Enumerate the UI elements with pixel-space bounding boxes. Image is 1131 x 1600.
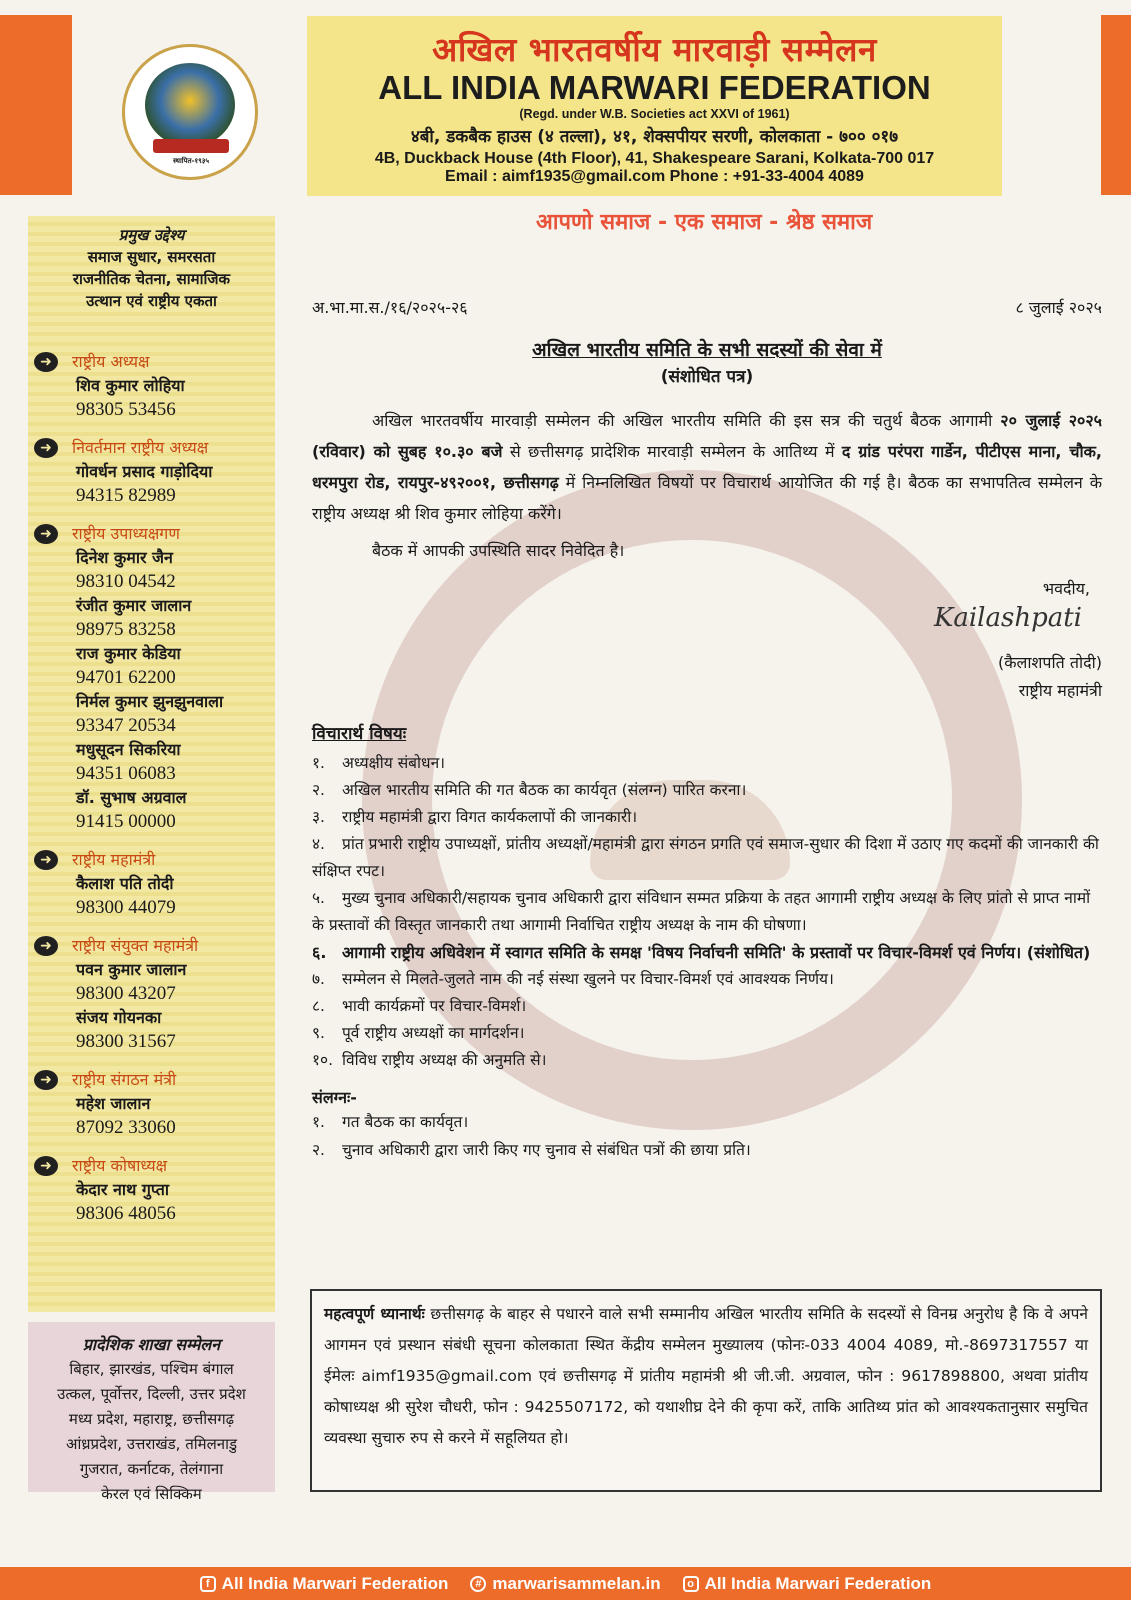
officer-name: महेश जालान (76, 1094, 151, 1113)
para-text: में निम्नलिखित विषयों पर विचारार्थ आयोजित की गई है। बैठक का सभापतित्व सम्मेलन के राष्ट्रीय अध्यक्ष श्री शिव कुमार लोहिया करेंगे। (312, 473, 1102, 523)
officer-phone: 98300 31567 (76, 1031, 176, 1052)
agenda-number: ३. (312, 808, 325, 826)
office-title-row (34, 1154, 275, 1178)
left-orange-band (0, 15, 72, 195)
agenda-number: ५. (312, 889, 325, 907)
agenda-text: अध्यक्षीय संबोधन। (342, 754, 446, 772)
agenda-text: भावी कार्यक्रमों पर विचार-विमर्श। (342, 997, 527, 1015)
footer-bar (0, 1567, 1131, 1600)
attendance-request: बैठक में आपकी उपस्थिति सादर निवेदित है। (372, 541, 625, 560)
officer-phone: 98300 44079 (76, 897, 176, 918)
agenda-number: १०. (312, 1051, 334, 1069)
branch-line: उत्कल, पूर्वोत्तर, दिल्ली, उत्तर प्रदेश (57, 1385, 246, 1403)
officer-phone: 91415 00000 (76, 811, 176, 832)
agenda-item (312, 993, 1102, 1020)
officer-name: शिव कुमार लोहिया (76, 376, 185, 395)
important-notice (310, 1289, 1102, 1492)
salutation: भवदीय, (1042, 579, 1090, 598)
branch-line: गुजरात, कर्नाटक, तेलंगाना (79, 1460, 224, 1478)
signature-image: Kailashpati (933, 603, 1082, 633)
agenda-item (312, 939, 1102, 966)
officer-name: रंजीत कुमार जालान (76, 596, 192, 615)
officer (34, 872, 275, 920)
officer-name: मधुसूदन सिकरिया (76, 740, 181, 759)
footer-facebook[interactable] (200, 1574, 449, 1594)
letter-subject: अखिल भारतीय समिति के सभी सदस्यों की सेवा में (532, 339, 882, 361)
para-text: अखिल भारतवर्षीय मारवाड़ी सम्मेलन की अखिल भारतीय समिति की इस सत्र की चतुर्थ बैठक आगामी (372, 411, 1001, 430)
letter-body (312, 296, 1102, 1164)
office-block (34, 934, 275, 1054)
officer-name: कैलाश पति तोदी (76, 874, 174, 893)
officer-name: पवन कुमार जालान (76, 960, 187, 979)
address-english: 4B, Duckback House (4th Floor), 41, Shakespeare Sarani, Kolkata-700 017 (374, 150, 935, 167)
office-title: राष्ट्रीय संयुक्त महामंत्री (72, 936, 199, 955)
agenda-item (312, 804, 1102, 831)
agenda-list (312, 750, 1102, 1074)
instagram-icon: o (683, 1576, 699, 1592)
agenda-item (312, 1047, 1102, 1074)
officers-list (28, 350, 275, 1226)
officer (34, 690, 275, 738)
agenda-item (312, 750, 1102, 777)
objectives-line: उत्थान एवं राष्ट्रीय एकता (86, 292, 217, 310)
officer-name: केदार नाथ गुप्ता (76, 1180, 170, 1199)
org-logo (122, 44, 258, 180)
enclosure-text: चुनाव अधिकारी द्वारा जारी किए गए चुनाव से संबंधित पत्रों की छाया प्रति। (342, 1141, 751, 1159)
facebook-icon: f (200, 1576, 216, 1592)
agenda-number: ९. (312, 1024, 325, 1042)
org-name-hindi: अखिल भारतवर्षीय मारवाड़ी सम्मेलन (432, 30, 877, 69)
logo-established: स्थापित-१९३५ (172, 157, 210, 165)
objectives-block (28, 216, 275, 312)
arrow-right-icon: ➜ (34, 438, 58, 458)
branch-line: केरल एवं सिक्किम (101, 1485, 202, 1503)
agenda-number: ४. (312, 835, 325, 853)
agenda-text: विविध राष्ट्रीय अध्यक्ष की अनुमति से। (342, 1051, 547, 1069)
address-hindi: ४बी, डकबैक हाउस (४ तल्ला), ४१, शेक्सपीयर सरणी, कोलकाता - ७०० ०१७ (410, 127, 899, 147)
arrow-right-icon: ➜ (34, 352, 58, 372)
reference-number: अ.भा.मा.स./१६/२०२५-२६ (312, 298, 468, 317)
arrow-right-icon: ➜ (34, 524, 58, 544)
enclosure-title: संलग्नः- (312, 1088, 357, 1107)
agenda-item (312, 831, 1102, 885)
agenda-number: २. (312, 781, 325, 799)
office-title-row (34, 934, 275, 958)
agenda-text: प्रांत प्रभारी राष्ट्रीय उपाध्यक्षों, प्रांतीय अध्यक्षों/महामंत्री द्वारा संगठन प्रगति एवं समाज-सुधार की दिशा में उठाए गए कदमों की जानकारी की संक्षिप्त रपट। (312, 835, 1099, 880)
branch-line: आंध्रप्रदेश, उत्तराखंड, तमिलनाडु (65, 1435, 238, 1453)
letter-date: ८ जुलाई २०२५ (1015, 298, 1102, 317)
objectives-line: राजनीतिक चेतना, सामाजिक (72, 270, 231, 288)
agenda-item (312, 777, 1102, 804)
main-paragraph (312, 405, 1102, 529)
officer (34, 594, 275, 642)
officer-phone: 98975 83258 (76, 619, 176, 640)
registration-note: (Regd. under W.B. Societies act XXVI of 1961) (519, 107, 790, 121)
office-title-row (34, 350, 275, 374)
office-block (34, 350, 275, 422)
notice-text: छत्तीसगढ़ के बाहर से पधारने वाले सभी सम्मानीय अखिल भारतीय समिति के सदस्यों से विनम्र अनुरोध है कि वे अपने आगमन एवं प्रस्थान संबंधी सूचना कोलकाता स्थित केंद्रीय सम्मेलन मुख्यालय (फोनः-033 4004 4089, मो.-8697317557 या ईमेलः aimf1935@gmail.com एवं छत्तीसगढ़ में प्रांतीय महामंत्री श्री जी.जी. अग्रवाल, फोन : 9617898800, अथवा प्रांतीय कोषाध्यक्ष श्री सुरेश चौधरी, फोन : 9425507172, को यथाशीघ्र देने की कृपा करें, ताकि आतिथ्य प्रांत को आवश्यकतानुसार समुचित व्यवस्था सुचारु रुप से करने में सहूलियत हो। (324, 1305, 1088, 1447)
officer-phone: 98310 04542 (76, 571, 176, 592)
officers-sidebar (28, 216, 275, 1312)
officer-phone: 94701 62200 (76, 667, 176, 688)
website-label: marwarisammelan.in (492, 1573, 661, 1593)
instagram-label: All India Marwari Federation (704, 1573, 932, 1593)
officer-phone: 98305 53456 (76, 399, 176, 420)
arrow-right-icon: ➜ (34, 936, 58, 956)
footer-website[interactable] (470, 1574, 660, 1594)
enclosure-item (312, 1108, 1102, 1136)
enclosure-text: गत बैठक का कार्यवृत। (342, 1113, 469, 1131)
officer (34, 374, 275, 422)
agenda-number: १. (312, 754, 325, 772)
officer-name: दिनेश कुमार जैन (76, 548, 173, 567)
office-block (34, 1154, 275, 1226)
officer-name: गोवर्धन प्रसाद गाड़ोदिया (76, 462, 213, 481)
office-block (34, 1068, 275, 1140)
office-block (34, 848, 275, 920)
agenda-number: ८. (312, 997, 325, 1015)
agenda-text: अखिल भारतीय समिति की गत बैठक का कार्यवृत (संलग्न) पारित करना। (342, 781, 747, 799)
objectives-line: समाज सुधार, समरसता (87, 248, 216, 266)
officer-phone: 98306 48056 (76, 1203, 176, 1224)
objectives-title: प्रमुख उद्देश्य (118, 226, 185, 244)
branch-line: मध्य प्रदेश, महाराष्ट्र, छत्तीसगढ़ (68, 1410, 235, 1428)
officer (34, 786, 275, 834)
meeting-venue: द ग्रांड परंपरा गार्डेन, पीटीएस माना, चौक, धरमपुरा रोड, रायपुर-४९२००१, छत्तीसगढ़ (312, 442, 1102, 492)
enclosure-number: २. (312, 1141, 325, 1159)
signer-name: (कैलाशपति तोदी) (998, 653, 1102, 672)
agenda-text: मुख्य चुनाव अधिकारी/सहायक चुनाव अधिकारी द्वारा संविधान सम्मत प्रक्रिया के तहत आगामी राष्ट्रीय अध्यक्ष के लिए प्रांतो से प्राप्त नामों के प्रस्तावों की विस्तृत जानकारी तथा आगामी निर्वाचित राष्ट्रीय अध्यक्ष के नाम की घोषणा। (312, 889, 1091, 934)
officer-phone: 87092 33060 (76, 1117, 176, 1138)
officer-phone: 93347 20534 (76, 715, 176, 736)
office-block (34, 522, 275, 834)
meeting-datetime: २० जुलाई २०२५ (रविवार) को सुबह १०.३० बजे (312, 411, 1102, 461)
arrow-right-icon: ➜ (34, 1070, 58, 1090)
office-title-row (34, 848, 275, 872)
office-title: राष्ट्रीय अध्यक्ष (72, 352, 150, 371)
agenda-item (312, 1020, 1102, 1047)
office-title: राष्ट्रीय संगठन मंत्री (72, 1070, 177, 1089)
enclosure-list (312, 1108, 1102, 1164)
logo-emblem-icon (145, 63, 235, 147)
agenda-number: ७. (312, 970, 325, 988)
office-title: राष्ट्रीय महामंत्री (72, 850, 156, 869)
globe-icon: # (470, 1576, 486, 1592)
agenda-item (312, 885, 1102, 939)
officer-name: निर्मल कुमार झुनझुनवाला (76, 692, 224, 711)
officer (34, 738, 275, 786)
reference-line (312, 296, 1102, 318)
office-title-row (34, 436, 275, 460)
office-title: राष्ट्रीय कोषाध्यक्ष (72, 1156, 168, 1175)
officer-phone: 94351 06083 (76, 763, 176, 784)
office-title: निवर्तमान राष्ट्रीय अध्यक्ष (72, 438, 209, 457)
agenda-text: सम्मेलन से मिलते-जुलते नाम की नई संस्था खुलने पर विचार-विमर्श एवं आवश्यक निर्णय। (342, 970, 834, 988)
facebook-label: All India Marwari Federation (221, 1573, 449, 1593)
tagline: आपणो समाज - एक समाज - श्रेष्ठ समाज (536, 210, 873, 235)
officer-phone: 94315 82989 (76, 485, 176, 506)
contact-line: Email : aimf1935@gmail.com Phone : +91-33-4004 4089 (445, 168, 864, 185)
agenda-number: ६. (312, 943, 327, 962)
office-block (34, 436, 275, 508)
officer (34, 1092, 275, 1140)
notice-label: महत्वपूर्ण ध्यानार्थः (324, 1305, 425, 1323)
office-title: राष्ट्रीय उपाध्यक्षगण (72, 524, 180, 543)
agenda-text: राष्ट्रीय महामंत्री द्वारा विगत कार्यकलापों की जानकारी। (342, 808, 638, 826)
logo-ribbon (153, 139, 229, 153)
branch-title: प्रादेशिक शाखा सम्मेलन (82, 1335, 221, 1354)
letterhead (307, 16, 1002, 196)
agenda-text: पूर्व राष्ट्रीय अध्यक्षों का मार्गदर्शन। (342, 1024, 525, 1042)
enclosure-number: १. (312, 1113, 325, 1131)
revised-label: (संशोधित पत्र) (660, 367, 754, 387)
agenda-text: आगामी राष्ट्रीय अधिवेशन में स्वागत समिति के समक्ष 'विषय निर्वाचनी समिति' के प्रस्तावों पर विचार-विमर्श एवं निर्णय। (संशोधित) (342, 943, 1091, 962)
agenda-title: विचारार्थ विषयः (312, 724, 407, 744)
officer (34, 1178, 275, 1226)
right-orange-band (1101, 15, 1131, 195)
officer (34, 642, 275, 690)
arrow-right-icon: ➜ (34, 850, 58, 870)
signer-title: राष्ट्रीय महामंत्री (1018, 681, 1102, 700)
footer-instagram[interactable] (683, 1574, 932, 1594)
org-name-english: ALL INDIA MARWARI FEDERATION (378, 69, 931, 106)
officer (34, 460, 275, 508)
officer-phone: 98300 43207 (76, 983, 176, 1004)
branch-line: बिहार, झारखंड, पश्चिम बंगाल (69, 1360, 234, 1378)
agenda-item (312, 966, 1102, 993)
enclosure-item (312, 1136, 1102, 1164)
officer (34, 1006, 275, 1054)
officer-name: राज कुमार केडिया (76, 644, 181, 663)
office-title-row (34, 1068, 275, 1092)
branch-block (28, 1322, 275, 1503)
officer-name: डॉ. सुभाष अग्रवाल (76, 788, 187, 807)
arrow-right-icon: ➜ (34, 1156, 58, 1176)
officer (34, 958, 275, 1006)
officer-name: संजय गोयनका (76, 1008, 162, 1027)
office-title-row (34, 522, 275, 546)
officer (34, 546, 275, 594)
para-text: से छत्तीसगढ़ प्रादेशिक मारवाड़ी सम्मेलन के आतिथ्य में (502, 442, 842, 461)
